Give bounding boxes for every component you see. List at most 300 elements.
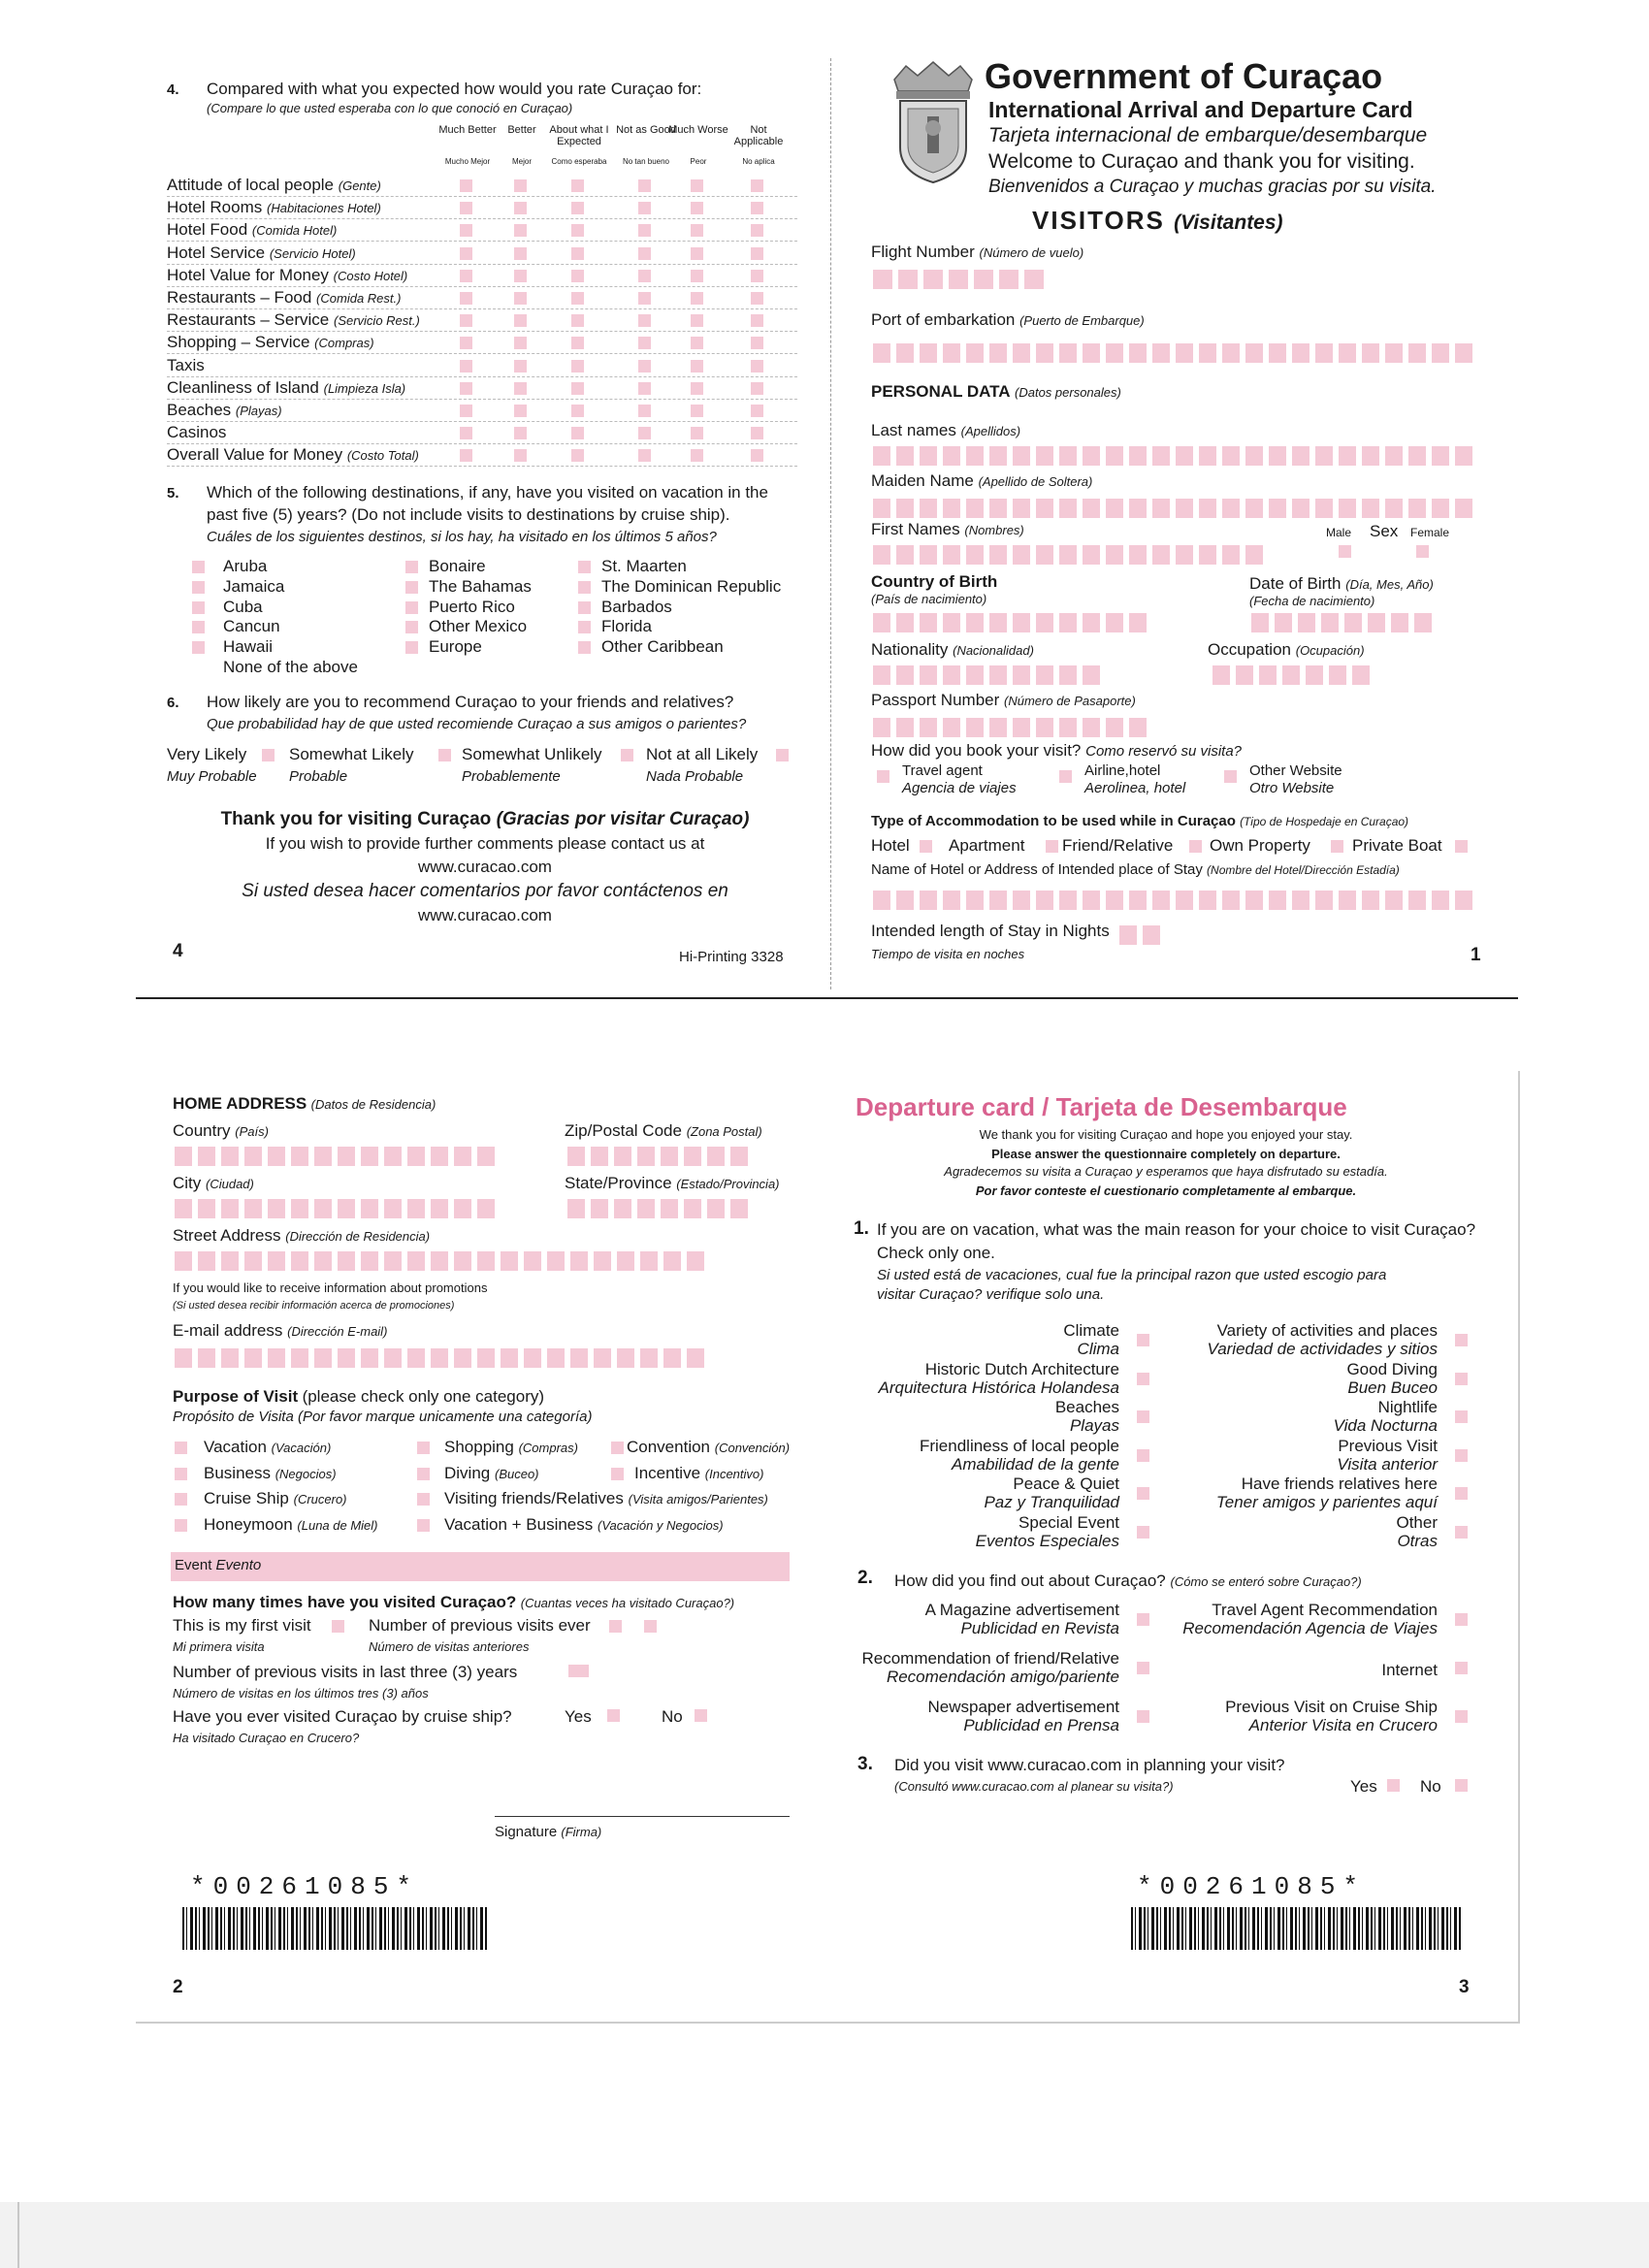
entry-cell[interactable] xyxy=(1013,891,1030,910)
entry-cell[interactable] xyxy=(1152,446,1170,466)
entry-cell[interactable] xyxy=(1408,343,1426,363)
entry-cell[interactable] xyxy=(614,1147,631,1166)
entry-cell[interactable] xyxy=(661,1147,678,1166)
q3-no-checkbox[interactable] xyxy=(1455,1779,1468,1792)
entry-cell[interactable] xyxy=(873,343,890,363)
recommend-checkbox[interactable] xyxy=(262,749,275,761)
entry-cell[interactable] xyxy=(175,1251,192,1271)
entry-cell[interactable] xyxy=(1036,446,1053,466)
rating-checkbox[interactable] xyxy=(460,449,472,462)
rating-checkbox[interactable] xyxy=(571,405,584,417)
entry-cell[interactable] xyxy=(896,446,914,466)
entry-cell[interactable] xyxy=(1362,446,1379,466)
entry-cell[interactable] xyxy=(999,270,1018,289)
entry-cell[interactable] xyxy=(1245,446,1263,466)
entry-cell[interactable] xyxy=(407,1147,425,1166)
destination-checkbox[interactable] xyxy=(578,601,591,614)
entry-cell[interactable] xyxy=(707,1147,725,1166)
entry-cell[interactable] xyxy=(1269,343,1286,363)
entry-cell[interactable] xyxy=(1315,446,1333,466)
entry-cell[interactable] xyxy=(896,891,914,910)
entry-cell[interactable] xyxy=(431,1348,448,1368)
entry-cell[interactable] xyxy=(1199,446,1216,466)
purpose-checkbox[interactable] xyxy=(175,1493,187,1506)
entry-cell[interactable] xyxy=(1059,343,1077,363)
entry-cell[interactable] xyxy=(1083,665,1100,685)
entry-cell[interactable] xyxy=(570,1348,588,1368)
rating-checkbox[interactable] xyxy=(514,337,527,349)
entry-cell[interactable] xyxy=(291,1348,308,1368)
q1-checkbox[interactable] xyxy=(1137,1526,1149,1539)
rating-checkbox[interactable] xyxy=(460,224,472,237)
entry-cell[interactable] xyxy=(244,1147,262,1166)
entry-cell[interactable] xyxy=(1245,891,1263,910)
entry-cell[interactable] xyxy=(943,545,960,565)
rating-checkbox[interactable] xyxy=(751,270,763,282)
entry-cell[interactable] xyxy=(594,1348,611,1368)
entry-cell[interactable] xyxy=(1036,718,1053,737)
rating-checkbox[interactable] xyxy=(514,247,527,260)
entry-cell[interactable] xyxy=(1339,343,1356,363)
rating-checkbox[interactable] xyxy=(460,270,472,282)
entry-cell[interactable] xyxy=(663,1251,681,1271)
entry-cell[interactable] xyxy=(501,1348,518,1368)
entry-cell[interactable] xyxy=(1013,665,1030,685)
entry-cell[interactable] xyxy=(966,891,984,910)
accommodation-checkbox[interactable] xyxy=(1331,840,1343,853)
entry-cell[interactable] xyxy=(221,1199,239,1218)
entry-cell[interactable] xyxy=(1036,499,1053,518)
rating-checkbox[interactable] xyxy=(460,179,472,192)
rating-checkbox[interactable] xyxy=(460,405,472,417)
entry-cell[interactable] xyxy=(175,1147,192,1166)
first-visit-checkbox[interactable] xyxy=(332,1620,344,1633)
rating-checkbox[interactable] xyxy=(571,292,584,305)
entry-cell[interactable] xyxy=(617,1251,634,1271)
entry-cell[interactable] xyxy=(1013,446,1030,466)
entry-cell[interactable] xyxy=(175,1199,192,1218)
entry-cell[interactable] xyxy=(707,1199,725,1218)
entry-cell[interactable] xyxy=(920,613,937,632)
entry-cell[interactable] xyxy=(454,1147,471,1166)
rating-checkbox[interactable] xyxy=(460,292,472,305)
entry-cell[interactable] xyxy=(1199,545,1216,565)
rating-checkbox[interactable] xyxy=(751,224,763,237)
entry-cell[interactable] xyxy=(989,891,1007,910)
destination-checkbox[interactable] xyxy=(192,561,205,573)
purpose-checkbox[interactable] xyxy=(417,1468,430,1480)
entry-cell[interactable] xyxy=(966,613,984,632)
destination-checkbox[interactable] xyxy=(405,561,418,573)
entry-cell[interactable] xyxy=(923,270,943,289)
entry-cell[interactable] xyxy=(1143,925,1160,945)
rating-checkbox[interactable] xyxy=(751,179,763,192)
entry-cell[interactable] xyxy=(1362,343,1379,363)
entry-cell[interactable] xyxy=(920,891,937,910)
entry-cell[interactable] xyxy=(920,343,937,363)
q1-checkbox[interactable] xyxy=(1137,1410,1149,1423)
destination-checkbox[interactable] xyxy=(192,581,205,594)
rating-checkbox[interactable] xyxy=(691,360,703,373)
entry-cell[interactable] xyxy=(1222,343,1240,363)
sex-male-checkbox[interactable] xyxy=(1339,545,1351,558)
entry-cell[interactable] xyxy=(1269,891,1286,910)
entry-cell[interactable] xyxy=(1129,891,1147,910)
entry-cell[interactable] xyxy=(221,1251,239,1271)
entry-cell[interactable] xyxy=(591,1199,608,1218)
rating-checkbox[interactable] xyxy=(638,337,651,349)
q2-checkbox[interactable] xyxy=(1137,1662,1149,1674)
rating-checkbox[interactable] xyxy=(691,224,703,237)
entry-cell[interactable] xyxy=(1385,446,1403,466)
entry-cell[interactable] xyxy=(268,1251,285,1271)
entry-cell[interactable] xyxy=(1036,545,1053,565)
q1-checkbox[interactable] xyxy=(1455,1526,1468,1539)
q1-checkbox[interactable] xyxy=(1455,1373,1468,1385)
entry-cell[interactable] xyxy=(1036,665,1053,685)
entry-cell[interactable] xyxy=(268,1199,285,1218)
entry-cell[interactable] xyxy=(989,343,1007,363)
rating-checkbox[interactable] xyxy=(751,405,763,417)
entry-cell[interactable] xyxy=(244,1199,262,1218)
rating-checkbox[interactable] xyxy=(691,337,703,349)
q1-checkbox[interactable] xyxy=(1137,1487,1149,1500)
accommodation-checkbox[interactable] xyxy=(1046,840,1058,853)
entry-cell[interactable] xyxy=(966,343,984,363)
rating-checkbox[interactable] xyxy=(638,405,651,417)
entry-cell[interactable] xyxy=(640,1251,658,1271)
entry-cell[interactable] xyxy=(1408,891,1426,910)
entry-cell[interactable] xyxy=(966,718,984,737)
rating-checkbox[interactable] xyxy=(514,179,527,192)
entry-cell[interactable] xyxy=(477,1147,495,1166)
entry-cell[interactable] xyxy=(524,1348,541,1368)
entry-cell[interactable] xyxy=(1339,446,1356,466)
entry-cell[interactable] xyxy=(291,1147,308,1166)
entry-cell[interactable] xyxy=(1408,446,1426,466)
purpose-checkbox[interactable] xyxy=(417,1442,430,1454)
entry-cell[interactable] xyxy=(920,545,937,565)
entry-cell[interactable] xyxy=(1408,499,1426,518)
rating-checkbox[interactable] xyxy=(571,247,584,260)
entry-cell[interactable] xyxy=(1245,545,1263,565)
entry-cell[interactable] xyxy=(1059,891,1077,910)
entry-cell[interactable] xyxy=(454,1348,471,1368)
entry-cell[interactable] xyxy=(989,545,1007,565)
entry-cell[interactable] xyxy=(1321,613,1339,632)
entry-cell[interactable] xyxy=(1152,891,1170,910)
rating-checkbox[interactable] xyxy=(571,314,584,327)
entry-cell[interactable] xyxy=(1152,545,1170,565)
entry-cell[interactable] xyxy=(547,1251,565,1271)
entry-cell[interactable] xyxy=(1236,665,1253,685)
thanks-url[interactable]: www.curacao.com xyxy=(418,858,552,876)
entry-cell[interactable] xyxy=(1083,891,1100,910)
accommodation-checkbox[interactable] xyxy=(920,840,932,853)
entry-cell[interactable] xyxy=(1432,891,1449,910)
destination-checkbox[interactable] xyxy=(578,561,591,573)
entry-cell[interactable] xyxy=(949,270,968,289)
entry-cell[interactable] xyxy=(1292,891,1310,910)
rating-checkbox[interactable] xyxy=(638,224,651,237)
rating-checkbox[interactable] xyxy=(638,202,651,214)
entry-cell[interactable] xyxy=(687,1251,704,1271)
destination-checkbox[interactable] xyxy=(192,641,205,654)
entry-cell[interactable] xyxy=(1315,343,1333,363)
entry-cell[interactable] xyxy=(873,613,890,632)
entry-cell[interactable] xyxy=(1176,446,1193,466)
rating-checkbox[interactable] xyxy=(751,449,763,462)
entry-cell[interactable] xyxy=(614,1199,631,1218)
entry-cell[interactable] xyxy=(1292,343,1310,363)
entry-cell[interactable] xyxy=(1329,665,1346,685)
entry-cell[interactable] xyxy=(966,446,984,466)
q3-yes-checkbox[interactable] xyxy=(1387,1779,1400,1792)
rating-checkbox[interactable] xyxy=(571,179,584,192)
entry-cell[interactable] xyxy=(1119,925,1137,945)
rating-checkbox[interactable] xyxy=(571,270,584,282)
entry-cell[interactable] xyxy=(966,545,984,565)
destination-checkbox[interactable] xyxy=(405,621,418,633)
cruise-no-checkbox[interactable] xyxy=(695,1709,707,1722)
sex-female-checkbox[interactable] xyxy=(1416,545,1429,558)
entry-cell[interactable] xyxy=(637,1147,655,1166)
last-names-input[interactable] xyxy=(873,446,1472,466)
rating-checkbox[interactable] xyxy=(514,224,527,237)
entry-cell[interactable] xyxy=(873,665,890,685)
entry-cell[interactable] xyxy=(989,613,1007,632)
entry-cell[interactable] xyxy=(291,1251,308,1271)
rating-checkbox[interactable] xyxy=(691,202,703,214)
recommend-checkbox[interactable] xyxy=(438,749,451,761)
prev3-box-2[interactable] xyxy=(576,1665,589,1677)
rating-checkbox[interactable] xyxy=(638,179,651,192)
rating-checkbox[interactable] xyxy=(638,382,651,395)
entry-cell[interactable] xyxy=(1432,499,1449,518)
destination-checkbox[interactable] xyxy=(405,601,418,614)
entry-cell[interactable] xyxy=(943,891,960,910)
rating-checkbox[interactable] xyxy=(638,449,651,462)
destination-checkbox[interactable] xyxy=(578,641,591,654)
entry-cell[interactable] xyxy=(920,665,937,685)
entry-cell[interactable] xyxy=(661,1199,678,1218)
entry-cell[interactable] xyxy=(920,718,937,737)
entry-cell[interactable] xyxy=(594,1251,611,1271)
entry-cell[interactable] xyxy=(384,1348,402,1368)
q2-checkbox[interactable] xyxy=(1137,1613,1149,1626)
event-input[interactable] xyxy=(171,1552,790,1581)
entry-cell[interactable] xyxy=(943,343,960,363)
entry-cell[interactable] xyxy=(873,499,890,518)
entry-cell[interactable] xyxy=(198,1251,215,1271)
entry-cell[interactable] xyxy=(1152,343,1170,363)
entry-cell[interactable] xyxy=(989,665,1007,685)
entry-cell[interactable] xyxy=(1106,343,1123,363)
entry-cell[interactable] xyxy=(361,1251,378,1271)
email-input[interactable] xyxy=(175,1348,704,1368)
entry-cell[interactable] xyxy=(1455,891,1472,910)
entry-cell[interactable] xyxy=(244,1251,262,1271)
q2-checkbox[interactable] xyxy=(1455,1662,1468,1674)
entry-cell[interactable] xyxy=(1339,891,1356,910)
rating-checkbox[interactable] xyxy=(571,224,584,237)
entry-cell[interactable] xyxy=(1083,499,1100,518)
occupation-input[interactable] xyxy=(1212,665,1370,685)
rating-checkbox[interactable] xyxy=(751,382,763,395)
entry-cell[interactable] xyxy=(1212,665,1230,685)
entry-cell[interactable] xyxy=(454,1251,471,1271)
entry-cell[interactable] xyxy=(1036,613,1053,632)
purpose-checkbox[interactable] xyxy=(175,1468,187,1480)
purpose-checkbox[interactable] xyxy=(175,1519,187,1532)
entry-cell[interactable] xyxy=(338,1251,355,1271)
entry-cell[interactable] xyxy=(477,1199,495,1218)
entry-cell[interactable] xyxy=(1362,499,1379,518)
entry-cell[interactable] xyxy=(1024,270,1044,289)
entry-cell[interactable] xyxy=(684,1147,701,1166)
q1-checkbox[interactable] xyxy=(1455,1487,1468,1500)
entry-cell[interactable] xyxy=(1385,891,1403,910)
entry-cell[interactable] xyxy=(1036,343,1053,363)
purpose-checkbox[interactable] xyxy=(611,1468,624,1480)
rating-checkbox[interactable] xyxy=(514,405,527,417)
entry-cell[interactable] xyxy=(617,1348,634,1368)
entry-cell[interactable] xyxy=(567,1199,585,1218)
entry-cell[interactable] xyxy=(1129,499,1147,518)
rating-checkbox[interactable] xyxy=(638,427,651,439)
entry-cell[interactable] xyxy=(1059,613,1077,632)
entry-cell[interactable] xyxy=(314,1348,332,1368)
entry-cell[interactable] xyxy=(198,1199,215,1218)
rating-checkbox[interactable] xyxy=(638,360,651,373)
rating-checkbox[interactable] xyxy=(751,202,763,214)
rating-checkbox[interactable] xyxy=(571,202,584,214)
entry-cell[interactable] xyxy=(1059,446,1077,466)
entry-cell[interactable] xyxy=(1222,499,1240,518)
entry-cell[interactable] xyxy=(1222,446,1240,466)
entry-cell[interactable] xyxy=(943,613,960,632)
entry-cell[interactable] xyxy=(920,499,937,518)
entry-cell[interactable] xyxy=(1298,613,1315,632)
entry-cell[interactable] xyxy=(920,446,937,466)
port-input[interactable] xyxy=(873,343,1472,363)
entry-cell[interactable] xyxy=(966,665,984,685)
entry-cell[interactable] xyxy=(524,1251,541,1271)
rating-checkbox[interactable] xyxy=(691,449,703,462)
flight-number-input[interactable] xyxy=(873,270,1044,289)
rating-checkbox[interactable] xyxy=(691,270,703,282)
rating-checkbox[interactable] xyxy=(751,247,763,260)
entry-cell[interactable] xyxy=(1199,343,1216,363)
entry-cell[interactable] xyxy=(896,545,914,565)
entry-cell[interactable] xyxy=(384,1199,402,1218)
entry-cell[interactable] xyxy=(221,1147,239,1166)
entry-cell[interactable] xyxy=(730,1147,748,1166)
entry-cell[interactable] xyxy=(1129,343,1147,363)
purpose-checkbox[interactable] xyxy=(175,1442,187,1454)
rating-checkbox[interactable] xyxy=(638,247,651,260)
entry-cell[interactable] xyxy=(1083,718,1100,737)
entry-cell[interactable] xyxy=(1106,613,1123,632)
entry-cell[interactable] xyxy=(1106,446,1123,466)
entry-cell[interactable] xyxy=(1013,343,1030,363)
entry-cell[interactable] xyxy=(1199,499,1216,518)
rating-checkbox[interactable] xyxy=(460,202,472,214)
destination-checkbox[interactable] xyxy=(192,601,205,614)
rating-checkbox[interactable] xyxy=(691,405,703,417)
entry-cell[interactable] xyxy=(1106,718,1123,737)
entry-cell[interactable] xyxy=(873,891,890,910)
rating-checkbox[interactable] xyxy=(571,360,584,373)
entry-cell[interactable] xyxy=(1036,891,1053,910)
rating-checkbox[interactable] xyxy=(571,382,584,395)
dob-input[interactable] xyxy=(1251,613,1432,632)
entry-cell[interactable] xyxy=(1129,718,1147,737)
rating-checkbox[interactable] xyxy=(460,314,472,327)
entry-cell[interactable] xyxy=(338,1348,355,1368)
entry-cell[interactable] xyxy=(943,665,960,685)
rating-checkbox[interactable] xyxy=(514,360,527,373)
city-input[interactable] xyxy=(175,1199,495,1218)
entry-cell[interactable] xyxy=(501,1251,518,1271)
entry-cell[interactable] xyxy=(338,1147,355,1166)
entry-cell[interactable] xyxy=(730,1199,748,1218)
entry-cell[interactable] xyxy=(684,1199,701,1218)
entry-cell[interactable] xyxy=(314,1251,332,1271)
q2-checkbox[interactable] xyxy=(1455,1613,1468,1626)
entry-cell[interactable] xyxy=(943,499,960,518)
accommodation-checkbox[interactable] xyxy=(1455,840,1468,853)
entry-cell[interactable] xyxy=(873,718,890,737)
destination-checkbox[interactable] xyxy=(192,621,205,633)
passport-input[interactable] xyxy=(873,718,1147,737)
entry-cell[interactable] xyxy=(384,1147,402,1166)
rating-checkbox[interactable] xyxy=(571,449,584,462)
entry-cell[interactable] xyxy=(873,446,890,466)
entry-cell[interactable] xyxy=(896,718,914,737)
entry-cell[interactable] xyxy=(1176,343,1193,363)
entry-cell[interactable] xyxy=(477,1348,495,1368)
thanks-url-2[interactable]: www.curacao.com xyxy=(418,906,552,924)
birth-country-input[interactable] xyxy=(873,613,1147,632)
rating-checkbox[interactable] xyxy=(691,247,703,260)
country-input[interactable] xyxy=(175,1147,495,1166)
entry-cell[interactable] xyxy=(1432,343,1449,363)
rating-checkbox[interactable] xyxy=(638,270,651,282)
entry-cell[interactable] xyxy=(1245,499,1263,518)
entry-cell[interactable] xyxy=(896,343,914,363)
entry-cell[interactable] xyxy=(1385,343,1403,363)
stay-input[interactable] xyxy=(1119,925,1160,945)
entry-cell[interactable] xyxy=(1059,665,1077,685)
entry-cell[interactable] xyxy=(384,1251,402,1271)
rating-checkbox[interactable] xyxy=(571,427,584,439)
entry-cell[interactable] xyxy=(407,1199,425,1218)
entry-cell[interactable] xyxy=(1344,613,1362,632)
entry-cell[interactable] xyxy=(989,446,1007,466)
entry-cell[interactable] xyxy=(407,1251,425,1271)
entry-cell[interactable] xyxy=(1176,891,1193,910)
entry-cell[interactable] xyxy=(898,270,918,289)
entry-cell[interactable] xyxy=(1275,613,1292,632)
zip-input[interactable] xyxy=(567,1147,748,1166)
purpose-checkbox[interactable] xyxy=(417,1519,430,1532)
entry-cell[interactable] xyxy=(407,1348,425,1368)
entry-cell[interactable] xyxy=(591,1147,608,1166)
entry-cell[interactable] xyxy=(221,1348,239,1368)
entry-cell[interactable] xyxy=(1292,446,1310,466)
entry-cell[interactable] xyxy=(1282,665,1300,685)
